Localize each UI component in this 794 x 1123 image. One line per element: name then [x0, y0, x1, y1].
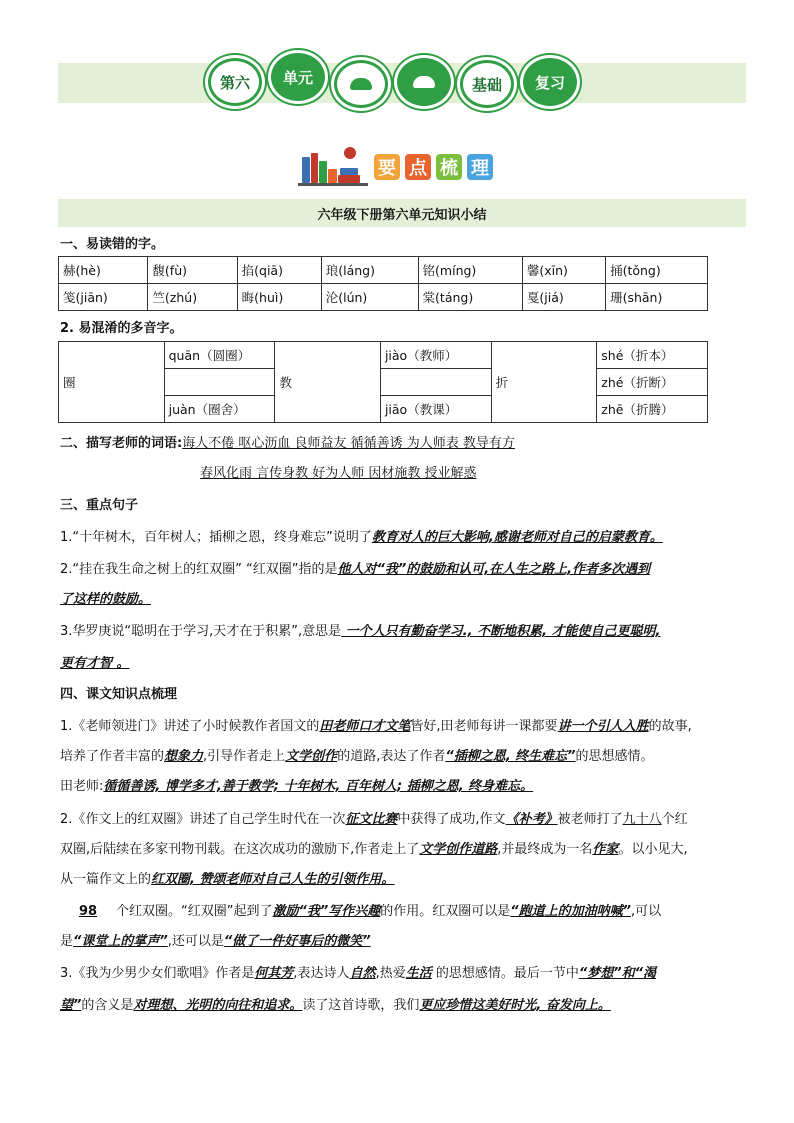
para-2-line-3: 从一篇作文上的红双圈, 赞颂老师对自己人生的引领作用。	[60, 872, 395, 887]
sentence-2-cont: 了这样的鼓励。	[60, 592, 152, 607]
header-label-5: 基础	[463, 63, 511, 105]
para-3-line-2: 望”的含义是对理想、光明的向往和追求。读了这首诗歌，我们更应珍惜这美好时光, 奋发向上。	[60, 998, 611, 1013]
q2-heading: 2. 易混淆的多音字。	[60, 321, 183, 336]
header-circle-6	[520, 55, 580, 109]
section-char-2: 点	[405, 154, 431, 180]
para-2-line-5: 是“课堂上的掌声”,还可以是“做了一件好事后的微笑”	[60, 934, 371, 949]
header-label-1: 第六	[211, 61, 259, 103]
q3-line-1: 二、描写老师的词语:诲人不倦 呕心沥血 良师益友 循循善诱 为人师表 教导有方	[60, 436, 515, 451]
section-char-4: 理	[467, 154, 493, 180]
table-row: 圈 quān（圆圈） 教 jiào（教师） 折 shé（折本）	[59, 342, 708, 369]
header-circle-1	[205, 55, 265, 109]
para-1-line-1: 1.《老师领进门》讲述了小时候教作者国文的田老师口才文笔皆好,田老师每讲一课都要讲一个引人入胜的故事,	[60, 719, 692, 734]
para-1-line-2: 培养了作者丰富的想象力,引导作者走上文学创作的道路,表达了作者“插柳之恩, 终生难忘”的思想感情。	[60, 749, 654, 764]
table-row: zhé（折断）	[59, 369, 708, 396]
header-circle-3	[331, 57, 391, 111]
q3-line-2: 春风化雨 言传身教 好为人师 因材施教 授业解惑	[200, 466, 477, 481]
para-3-line-1: 3.《我为少男少女们歌唱》作者是何其芳,表达诗人自然,热爱生活 的思想感情。最后一节中“梦想”和“渴	[60, 966, 656, 981]
q4-heading: 三、重点句子	[60, 498, 139, 513]
para-2-line-2: 双圈,后陆续在多家刊物刊载。在这次成功的激励下,作者走上了文学创作道路,并最终成为一名作家。以小见大,	[60, 842, 688, 857]
para-2-line-1: 2.《作文上的红双圈》讲述了自己学生时代在一次征文比赛中获得了成功,作文《补考》被老师打了九十八个红	[60, 812, 688, 827]
sentence-3-cont: 更有才智 。	[60, 656, 130, 671]
q1-heading: 一、易读错的字。	[60, 237, 165, 252]
header-label-6: 复习	[534, 73, 565, 92]
bush-icon	[413, 76, 435, 88]
page-subtitle: 六年级下册第六单元知识小结	[317, 207, 487, 223]
q5-heading: 四、课文知识点梳理	[60, 687, 178, 702]
sentence-3: 3.华罗庚说“聪明在于学习,天才在于积累”,意思是 一个人只有勤奋学习., 不断地积累, 才能使自己更聪明,	[60, 624, 661, 639]
section-char-3: 梳	[436, 154, 462, 180]
sentence-1: 1.“十年树木，百年树人；插柳之恩，终身难忘”说明了教育对人的巨大影响,感谢老师对自己的启蒙教育。	[60, 530, 663, 545]
header-circle-2	[268, 50, 328, 104]
hard-chars-table	[58, 256, 708, 311]
polyphone-table	[58, 341, 708, 423]
header-label-2: 单元	[282, 68, 313, 87]
sentence-2: 2.“挂在我生命之树上的红双圈” “红双圈”指的是他人对“我”的鼓励和认可,在人生之路上,作者多次遇到	[60, 562, 651, 577]
header-circle-5	[457, 57, 517, 111]
para-1-line-3: 田老师:循循善诱, 博学多才,善于教学; 十年树木, 百年树人; 插柳之恩, 终身难忘。	[60, 779, 534, 794]
table-row: 赫(hè) 馥(fù) 掐(qiā) 琅(láng) 铭(míng) 馨(xīn) 捅(tǒng)	[59, 257, 708, 284]
section-char-1: 要	[374, 154, 400, 180]
table-row: juàn（圈舍） jiāo（教课） zhē（折腾）	[59, 396, 708, 423]
para-2-line-4: 98 个红双圈。“红双圈”起到了激励“我”写作兴趣的作用。红双圈可以是“跑道上的加油呐喊”,可以	[78, 904, 662, 919]
table-row: 笺(jiān) 竺(zhú) 晦(huì) 沦(lún) 棠(táng) 戛(jiá) 珊(shān)	[59, 284, 708, 311]
header-circle-4	[394, 55, 454, 109]
subtitle-band	[58, 199, 746, 227]
bush-icon	[350, 78, 372, 90]
books-icon	[298, 147, 368, 183]
